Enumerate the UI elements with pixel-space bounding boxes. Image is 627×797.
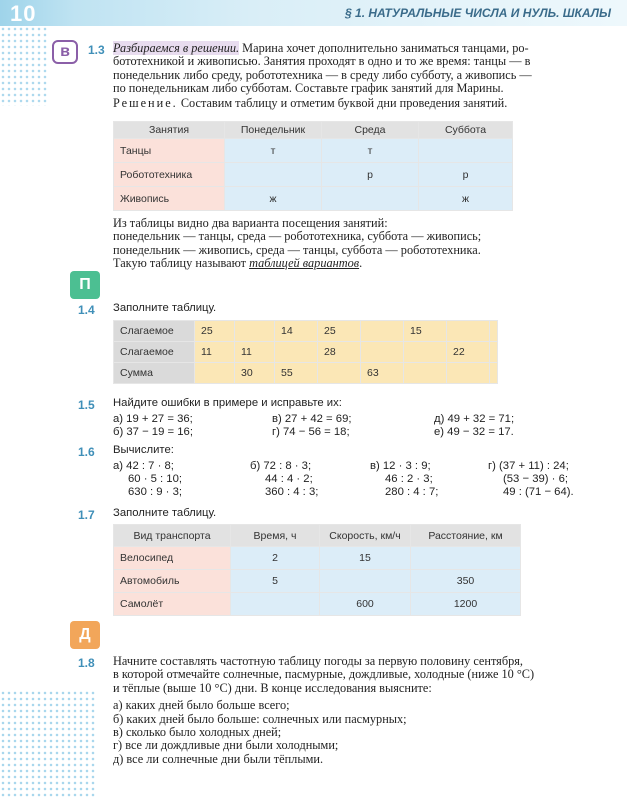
section-title: § 1. НАТУРАЛЬНЫЕ ЧИСЛА И НУЛЬ. ШКАЛЫ xyxy=(345,6,611,20)
level-badge-v: в xyxy=(52,40,78,64)
task-prompt: Заполните таблицу. xyxy=(113,302,217,314)
term-variants-table: таблицей вариантов xyxy=(249,256,360,271)
level-badge-d: Д xyxy=(70,621,100,649)
exercise-column: б) 72 : 8 · 3; 44 : 4 · 2; 360 : 4 : 3; xyxy=(250,460,319,498)
sum-table: Слагаемое 25 14 25 15 Слагаемое 11 11 28 22 Сумма 30 55 63 xyxy=(113,320,498,384)
task-1-3-text: Разбираемся в решении. Марина хочет дополнительно заниматься танцами, ро- бототехникой и живописью. Занятия проходят в одно и то же время: танцы — в понедельник либо среду, робототехника — в среду либо субботу, а живопись — по понедельникам либо субботам. Составьте график занятий для Марины. Решение. Составим таблицу и отметим буквой дни проведения занятий. xyxy=(113,41,532,110)
task-number: 1.3 xyxy=(88,43,105,57)
task-prompt: Вычислите: xyxy=(113,444,174,456)
task-number: 1.8 xyxy=(78,656,95,670)
task-number: 1.7 xyxy=(78,508,95,522)
solution-label: Решение. xyxy=(113,95,178,110)
task-1-3-conclusion: Из таблицы видно два варианта посещения занятий: понедельник — танцы, среда — робототехника, суббота — живопись; понедельник — живопись, среда — танцы, суббота — робототехника. Такую таблицу называют таблицей вариантов. xyxy=(113,216,482,271)
page-number: 10 xyxy=(10,1,37,26)
exercise-column: в) 27 + 42 = 69; г) 74 − 56 = 18; xyxy=(272,413,352,438)
exercise-column: в) 12 · 3 : 9; 46 : 2 · 3; 280 : 4 : 7; xyxy=(370,460,439,498)
schedule-table: Занятия Понедельник Среда Суббота Танцы т т Робототехника р р Живопись ж ж xyxy=(113,121,513,211)
decorative-dots xyxy=(0,690,95,797)
task-1-8-text: Начните составлять частотную таблицу погоды за первую половину сентября, в которой отмечайте солнечные, пасмурные, дождливые, холодные (ниже 10 °С) и тёплые (выше 10 °С) дни. В конце исследования выясните: а) каких дней было больше всего; б) каких дней было больше: солнечных или пасмурных; в) сколько было холодных дней; г) все ли дождливые дни были холодными; д) все ли солнечные дни были тёплыми. xyxy=(113,654,535,766)
exercise-column: д) 49 + 32 = 71; е) 49 − 32 = 17. xyxy=(434,413,515,438)
task-number: 1.4 xyxy=(78,303,95,317)
task-number: 1.6 xyxy=(78,445,95,459)
task-number: 1.5 xyxy=(78,398,95,412)
task-title: Разбираемся в решении. xyxy=(113,41,240,55)
exercise-column: г) (37 + 11) : 24; (53 − 39) · 6; 49 : (71 − 64). xyxy=(488,460,574,498)
task-prompt: Найдите ошибки в примере и исправьте их: xyxy=(113,397,342,409)
exercise-column: а) 42 : 7 · 8; 60 · 5 : 10; 630 : 9 · 3; xyxy=(113,460,183,498)
transport-table: Вид транспорта Время, ч Скорость, км/ч Расстояние, км Велосипед 2 15 Автомобиль 5 350 Самолёт 600 1200 xyxy=(113,524,521,616)
exercise-column: а) 19 + 27 = 36; б) 37 − 19 = 16; xyxy=(113,413,193,438)
decorative-dots xyxy=(0,26,48,106)
level-badge-p: П xyxy=(70,271,100,299)
task-prompt: Заполните таблицу. xyxy=(113,507,217,519)
